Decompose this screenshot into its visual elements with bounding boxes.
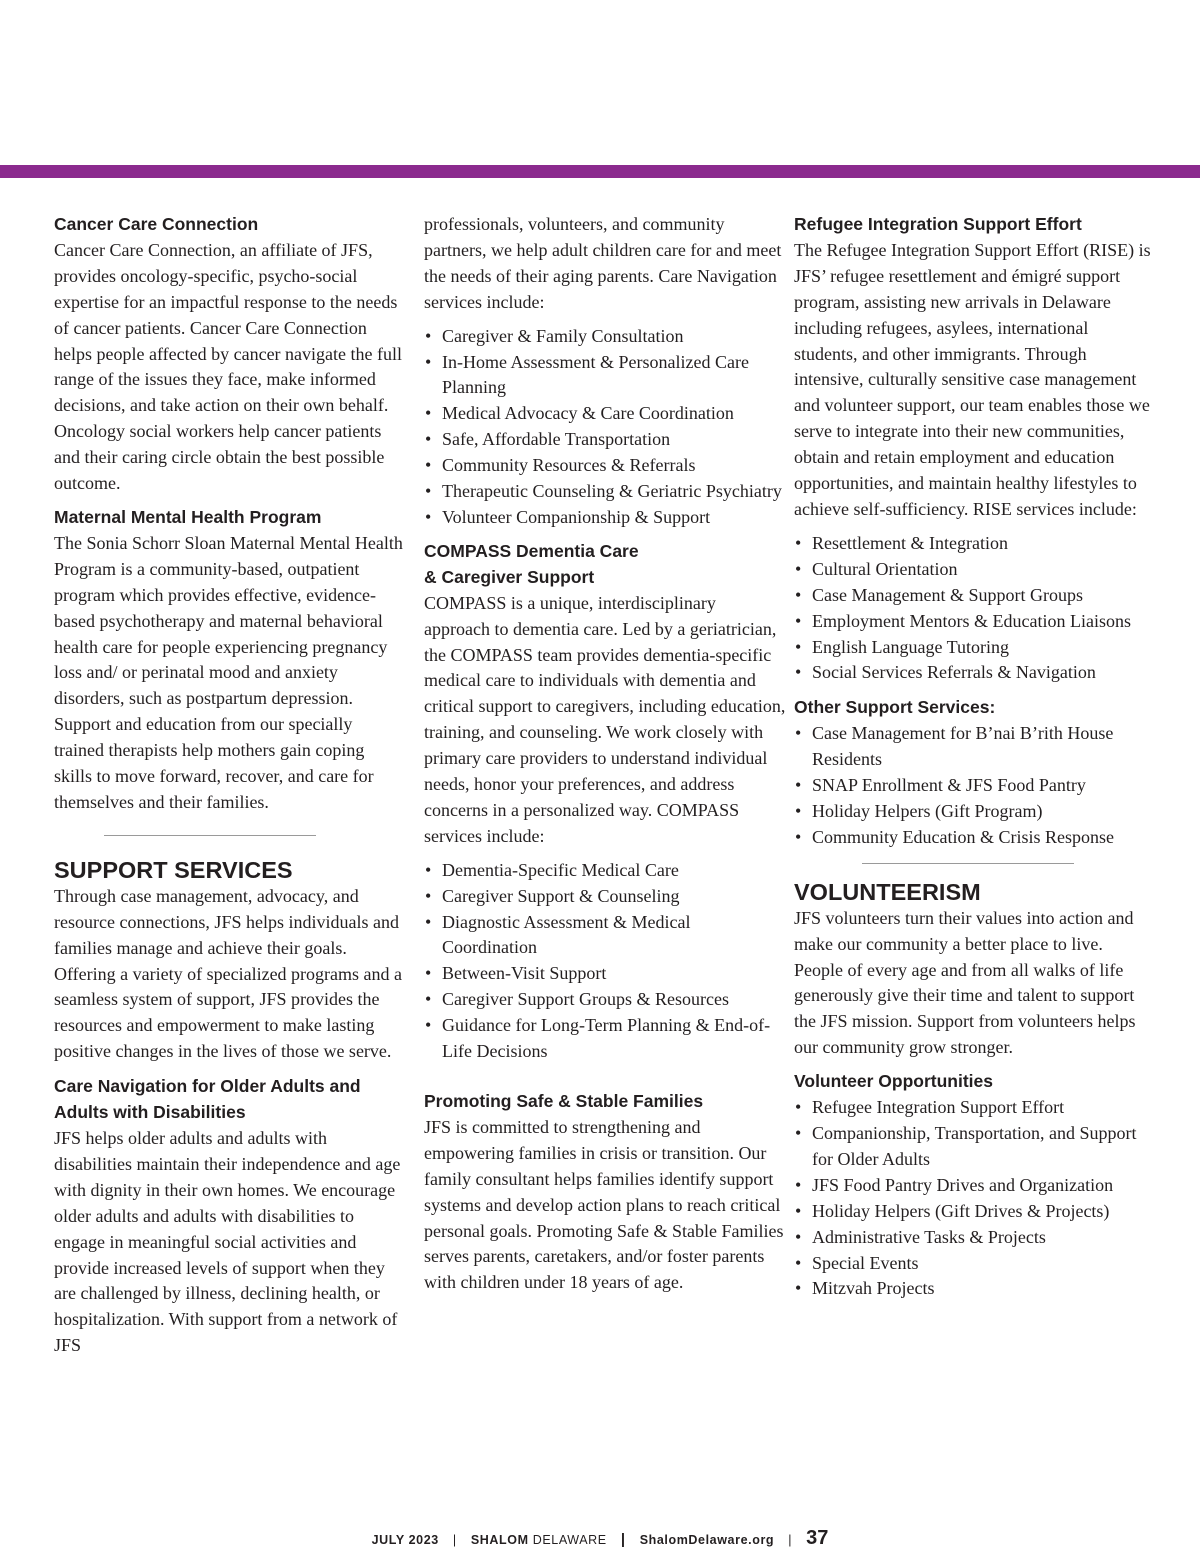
rise-title: Refugee Integration Support Effort <box>794 214 1082 234</box>
list-item: • Cultural Orientation <box>794 557 1156 583</box>
other-services-list <box>794 721 1156 851</box>
volunteer-opportunities-title: Volunteer Opportunities <box>794 1071 993 1092</box>
column-left <box>54 212 404 1359</box>
list-item: • SNAP Enrollment & JFS Food Pantry <box>794 773 1156 799</box>
care-nav-title-line2: Adults with Disabilities <box>54 1102 246 1123</box>
footer-separator: | <box>788 1533 793 1547</box>
list-item: • Refugee Integration Support Effort <box>794 1095 1156 1121</box>
list-item: • Medical Advocacy & Care Coordination <box>424 401 786 427</box>
families-title: Promoting Safe & Stable Families <box>424 1091 704 1111</box>
page-footer <box>0 1526 1200 1552</box>
support-services-heading: SUPPORT SERVICES <box>54 856 293 883</box>
footer-publication-bold: SHALOM <box>470 1533 529 1547</box>
list-item: • Holiday Helpers (Gift Program) <box>794 799 1156 825</box>
list-item: • Dementia-Specific Medical Care <box>424 858 786 884</box>
footer-separator: | <box>620 1531 626 1548</box>
list-item: • Between-Visit Support <box>424 961 786 987</box>
list-item: • JFS Food Pantry Drives and Organization <box>794 1173 1156 1199</box>
rise-body: The Refugee Integration Support Effort (RISE) is JFS’ refugee resettlement and émigré support program, assisting new arrivals in Delaware including refugees, asylees, international students, and other immigrants. Through intensive, culturally sensitive case management and volunteer support, our team enables those we serve to integrate into their new communities, obtain and retain employment and education opportunities, and maintain healthy lifestyles to achieve self-sufficiency. RISE services include: <box>794 239 1151 519</box>
compass-title-line1: COMPASS Dementia Care <box>424 540 639 561</box>
compass-body: COMPASS is a unique, interdisciplinary approach to dementia care. Led by a geriatrician, the COMPASS team provides dementia-specific medical care to individuals with dementia and critical support to caregivers, including education, training, and counseling. We work closely with primary care providers to understand individual needs, honor your preferences, and address concerns in a personalized way. COMPASS services include: <box>424 592 786 846</box>
rise-list <box>794 531 1156 686</box>
maternal-body: The Sonia Schorr Sloan Maternal Mental Health Program is a community-based, outpatient program which provides effective, evidence-based psychotherapy and maternal behavioral health care for people experiencing pregnancy loss and/ or perinatal mood and anxiety disorders, such as postpartum depression. Support and education from our specially trained therapists help mothers gain coping skills to move forward, recover, and care for themselves and their families. <box>54 532 403 812</box>
list-item: • Community Resources & Referrals <box>424 453 786 479</box>
list-item: • English Language Tutoring <box>794 635 1156 661</box>
list-item: • Safe, Affordable Transportation <box>424 427 786 453</box>
page-number: 37 <box>806 1527 829 1549</box>
footer-website: ShalomDelaware.org <box>639 1533 775 1547</box>
list-item: • Mitzvah Projects <box>794 1276 1156 1302</box>
volunteerism-body: JFS volunteers turn their values into action and make our community a better place to live. People of every age and from all walks of life generously give their time and talent to support the JFS mission. Support from volunteers helps our community grow stronger. <box>794 907 1136 1058</box>
list-item: • Case Management & Support Groups <box>794 583 1156 609</box>
list-item: • Special Events <box>794 1251 1156 1277</box>
list-item: • Companionship, Transportation, and Support for Older Adults <box>794 1121 1156 1173</box>
list-item: • Caregiver Support Groups & Resources <box>424 987 786 1013</box>
list-item: • In-Home Assessment & Personalized Care Planning <box>424 350 786 402</box>
list-item: • Resettlement & Integration <box>794 531 1156 557</box>
footer-publication-light: DELAWARE <box>532 1533 607 1547</box>
footer-separator: | <box>452 1533 457 1547</box>
header-accent-bar <box>0 165 1200 178</box>
column-middle <box>424 212 786 1296</box>
list-item: • Employment Mentors & Education Liaisons <box>794 609 1156 635</box>
list-item: • Administrative Tasks & Projects <box>794 1225 1156 1251</box>
list-item: • Therapeutic Counseling & Geriatric Psychiatry <box>424 479 786 505</box>
column-right <box>794 212 1156 1302</box>
list-item: • Guidance for Long-Term Planning & End-of-Life Decisions <box>424 1013 786 1065</box>
list-item: • Social Services Referrals & Navigation <box>794 660 1156 686</box>
list-item: • Volunteer Companionship & Support <box>424 505 786 531</box>
care-nav-list <box>424 324 786 531</box>
list-item: • Caregiver & Family Consultation <box>424 324 786 350</box>
cancer-care-title: Cancer Care Connection <box>54 214 259 234</box>
list-item: • Community Education & Crisis Response <box>794 825 1156 851</box>
other-services-title: Other Support Services: <box>794 697 996 718</box>
list-item: • Case Management for B’nai B’rith House Residents <box>794 721 1156 773</box>
list-item: • Diagnostic Assessment & Medical Coordination <box>424 910 786 962</box>
volunteer-opportunities-list <box>794 1095 1156 1302</box>
list-item: • Caregiver Support & Counseling <box>424 884 786 910</box>
care-nav-body: JFS helps older adults and adults with disabilities maintain their independence and age with dignity in their own homes. We encourage older adults and adults with disabilities to engage in meaningful social activities and provide increased levels of support when they are challenged by illness, declining health, or hospitalization. With support from a network of JFS <box>54 1128 401 1356</box>
maternal-title: Maternal Mental Health Program <box>54 506 322 527</box>
care-nav-body-continued: professionals, volunteers, and community partners, we help adult children care for and meet the needs of their aging parents. Care Navigation services include: <box>424 214 782 312</box>
cancer-care-body: Cancer Care Connection, an affiliate of JFS, provides oncology-specific, psycho-social expertise for an impactful response to the needs of cancer patients. Cancer Care Connection helps people affected by cancer navigate the full range of the issues they face, make informed decisions, and take action on their own behalf. Oncology social workers help cancer patients and their caring circle obtain the best possible outcome. <box>54 239 403 494</box>
volunteerism-heading: VOLUNTEERISM <box>794 878 981 905</box>
compass-list <box>424 858 786 1065</box>
compass-title-line2: & Caregiver Support <box>424 566 595 587</box>
care-nav-title-line1: Care Navigation for Older Adults and <box>54 1076 361 1097</box>
families-body: JFS is committed to strengthening and empowering families in crisis or transition. Our family consultant helps families identify support systems and develop action plans to reach critical personal goals. Promoting Safe & Stable Families serves parents, caretakers, and/or foster parents with children under 18 years of age. <box>424 1116 784 1293</box>
list-item: • Holiday Helpers (Gift Drives & Projects) <box>794 1199 1156 1225</box>
footer-date: JULY 2023 <box>371 1533 439 1547</box>
support-services-body: Through case management, advocacy, and resource connections, JFS helps individuals and families manage and achieve their goals. Offering a variety of specialized programs and a seamless system of support, JFS provides the resources and empowerment to make lasting positive changes in the lives of those we serve. <box>54 885 403 1062</box>
